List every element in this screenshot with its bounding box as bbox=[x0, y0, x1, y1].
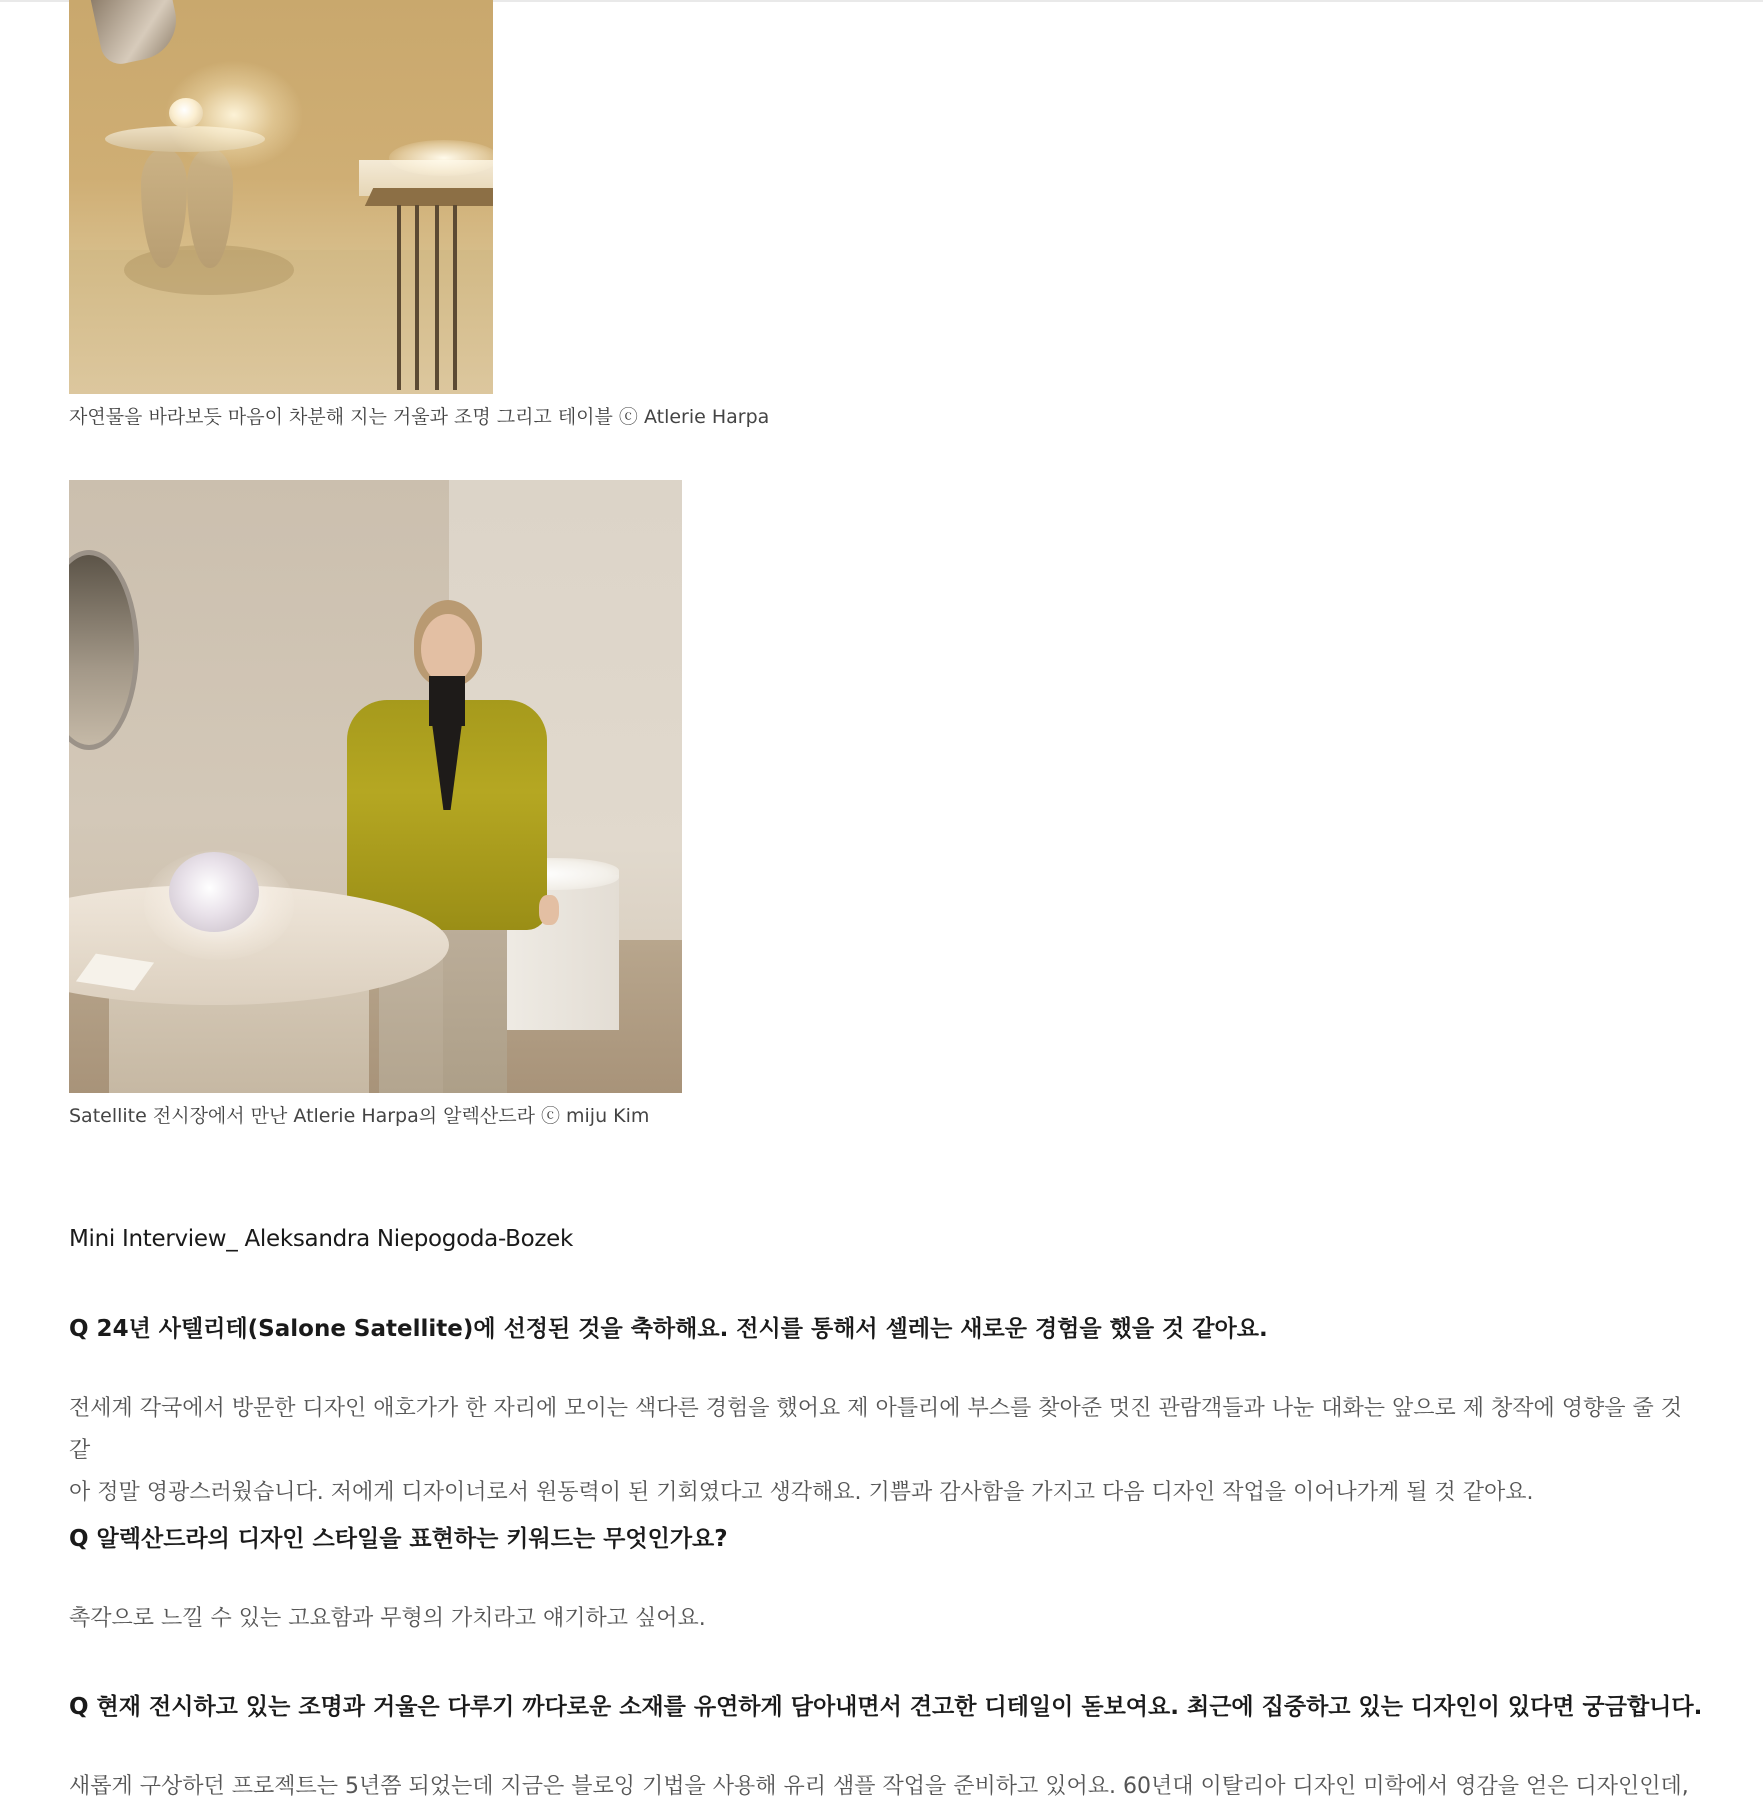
interview-answer-line: 전세계 각국에서 방문한 디자인 애호가가 한 자리에 모이는 색다른 경험을 했어요 제 아틀리에 부스를 찾아준 멋진 관람객들과 나눈 대화는 앞으로 제 창작에 영향을 줄 것 같 bbox=[69, 1396, 1682, 1463]
designer-portrait-photo bbox=[69, 480, 682, 1093]
photo-lamp bbox=[169, 98, 203, 128]
photo-designer-hand bbox=[539, 895, 559, 925]
interview-question: Q 24년 사텔리테(Salone Satellite)에 선정된 것을 축하해요. 전시를 통해서 셀레는 새로운 경험을 했을 것 같아요. bbox=[69, 1316, 1268, 1342]
photo-caption: 자연물을 바라보듯 마음이 차분해 지는 거울과 조명 그리고 테이블 ⓒ Atlerie Harpa bbox=[69, 406, 770, 428]
interview-answer: 촉각으로 느낄 수 있는 고요함과 무형의 가치라고 얘기하고 싶어요. bbox=[69, 1606, 706, 1631]
photo-designer-face bbox=[421, 614, 475, 684]
photo-fabric-mirror bbox=[91, 0, 184, 68]
interview-answer: 새롭게 구상하던 프로젝트는 5년쯤 되었는데 지금은 블로잉 기법을 사용해 유리 샘플 작업을 준비하고 있어요. 60년대 이탈리아 디자인 미학에서 영감을 얻은 디자인인데, bbox=[69, 1774, 1689, 1799]
photo-side-stand bbox=[365, 188, 493, 206]
interview-answer-line: 아 정말 영광스러웠습니다. 저에게 디자이너로서 원동력이 된 기회였다고 생각해요. 기쁨과 감사함을 가지고 다음 디자인 작업을 이어나가게 될 것 같아요. bbox=[69, 1480, 1534, 1505]
photo-designer-pants bbox=[443, 918, 507, 1093]
photo-stand-leg bbox=[453, 205, 457, 390]
photo-glass-objects bbox=[389, 140, 493, 176]
photo-designer bbox=[339, 600, 599, 1093]
interview-answer bbox=[69, 1388, 1689, 1514]
photo-designer-turtleneck bbox=[429, 676, 465, 726]
photo-mirror bbox=[69, 550, 139, 750]
photo-stand-leg bbox=[415, 205, 419, 390]
interview-title: Mini Interview_ Aleksandra Niepogoda-Bozek bbox=[69, 1226, 574, 1252]
photo-glass-lamp bbox=[169, 852, 259, 932]
mirror-lamp-table-photo bbox=[69, 0, 493, 394]
photo-stand-leg bbox=[435, 205, 439, 390]
photo-caption: Satellite 전시장에서 만난 Atlerie Harpa의 알렉산드라 ⓒ miju Kim bbox=[69, 1105, 650, 1127]
interview-question: Q 현재 전시하고 있는 조명과 거울은 다루기 까다로운 소재를 유연하게 담아내면서 견고한 디테일이 돋보여요. 최근에 집중하고 있는 디자인이 있다면 궁금합니다. bbox=[69, 1694, 1703, 1720]
interview-question: Q 알렉산드라의 디자인 스타일을 표현하는 키워드는 무엇인가요? bbox=[69, 1526, 728, 1552]
photo-stand-leg bbox=[397, 205, 401, 390]
